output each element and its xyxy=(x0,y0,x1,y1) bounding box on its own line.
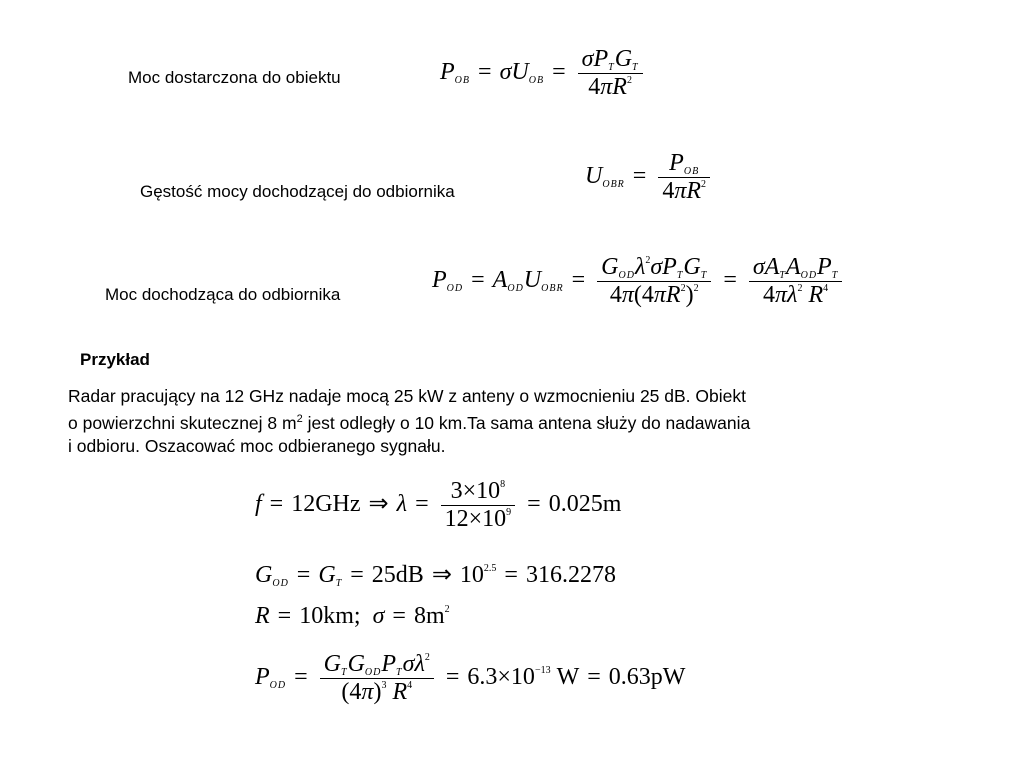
example-line-3: i odbioru. Oszacować moc odbieranego sygnału. xyxy=(68,435,446,456)
calc-received-power: $P_{OD}$ = $\frac{G_TG_{OD}P_T\sigma\lambda^2}{(4\pi)^3 R^4}$ = $6.3\times 10^{-13}$ W = 0.63pW xyxy=(255,651,686,705)
label-power-density: Gęstość mocy dochodzącej do odbiornika xyxy=(140,182,455,201)
example-line-2: o powierzchni skutecznej 8 $m^2$ jest odległy o 10 km.Ta sama antena służy do nadawania xyxy=(68,412,751,433)
calc-gain: $G_{OD} = G_T = 25dB$ ⇒ $10^{2.5} = 316.2278$ xyxy=(255,562,616,589)
equation-delivered-power: $P_{OB} = \sigma U_{OB}$ = $\frac{\sigma P_TG_T}{4\pi R^2}$ xyxy=(440,46,647,101)
calc-wavelength: f = 12GHz ⇒ λ = $\frac{3\times 10^8}{12\times 10^9}$ = 0.025m xyxy=(255,478,622,532)
label-received-power: Moc dochodząca do odbiornika xyxy=(105,285,341,304)
example-heading: Przykład xyxy=(80,350,150,369)
example-line-1: Radar pracujący na 12 GHz nadaje mocą 25 kW z anteny o wzmocnieniu 25 dB. Obiekt xyxy=(68,386,746,406)
example-problem-text xyxy=(68,385,968,458)
equation-received-power: $P_{OD} = A_{OD}U_{OBR}$ = $\frac{G_{OD}\lambda^2\sigma P_TG_T}{4\pi(4\pi R^2)^2}$ = $\frac{\sigma A_TA_{OD}P_T}{4\pi\lambda^2 R^4}$ xyxy=(432,254,846,309)
label-delivered-power: Moc dostarczona do obiektu xyxy=(128,68,341,87)
equation-power-density: $U_{OBR}$ = $\frac{P_{OB}}{4\pi R^2}$ xyxy=(585,150,714,205)
calc-range-rcs: R = 10km; $\sigma = 8m^2$ xyxy=(255,603,450,629)
